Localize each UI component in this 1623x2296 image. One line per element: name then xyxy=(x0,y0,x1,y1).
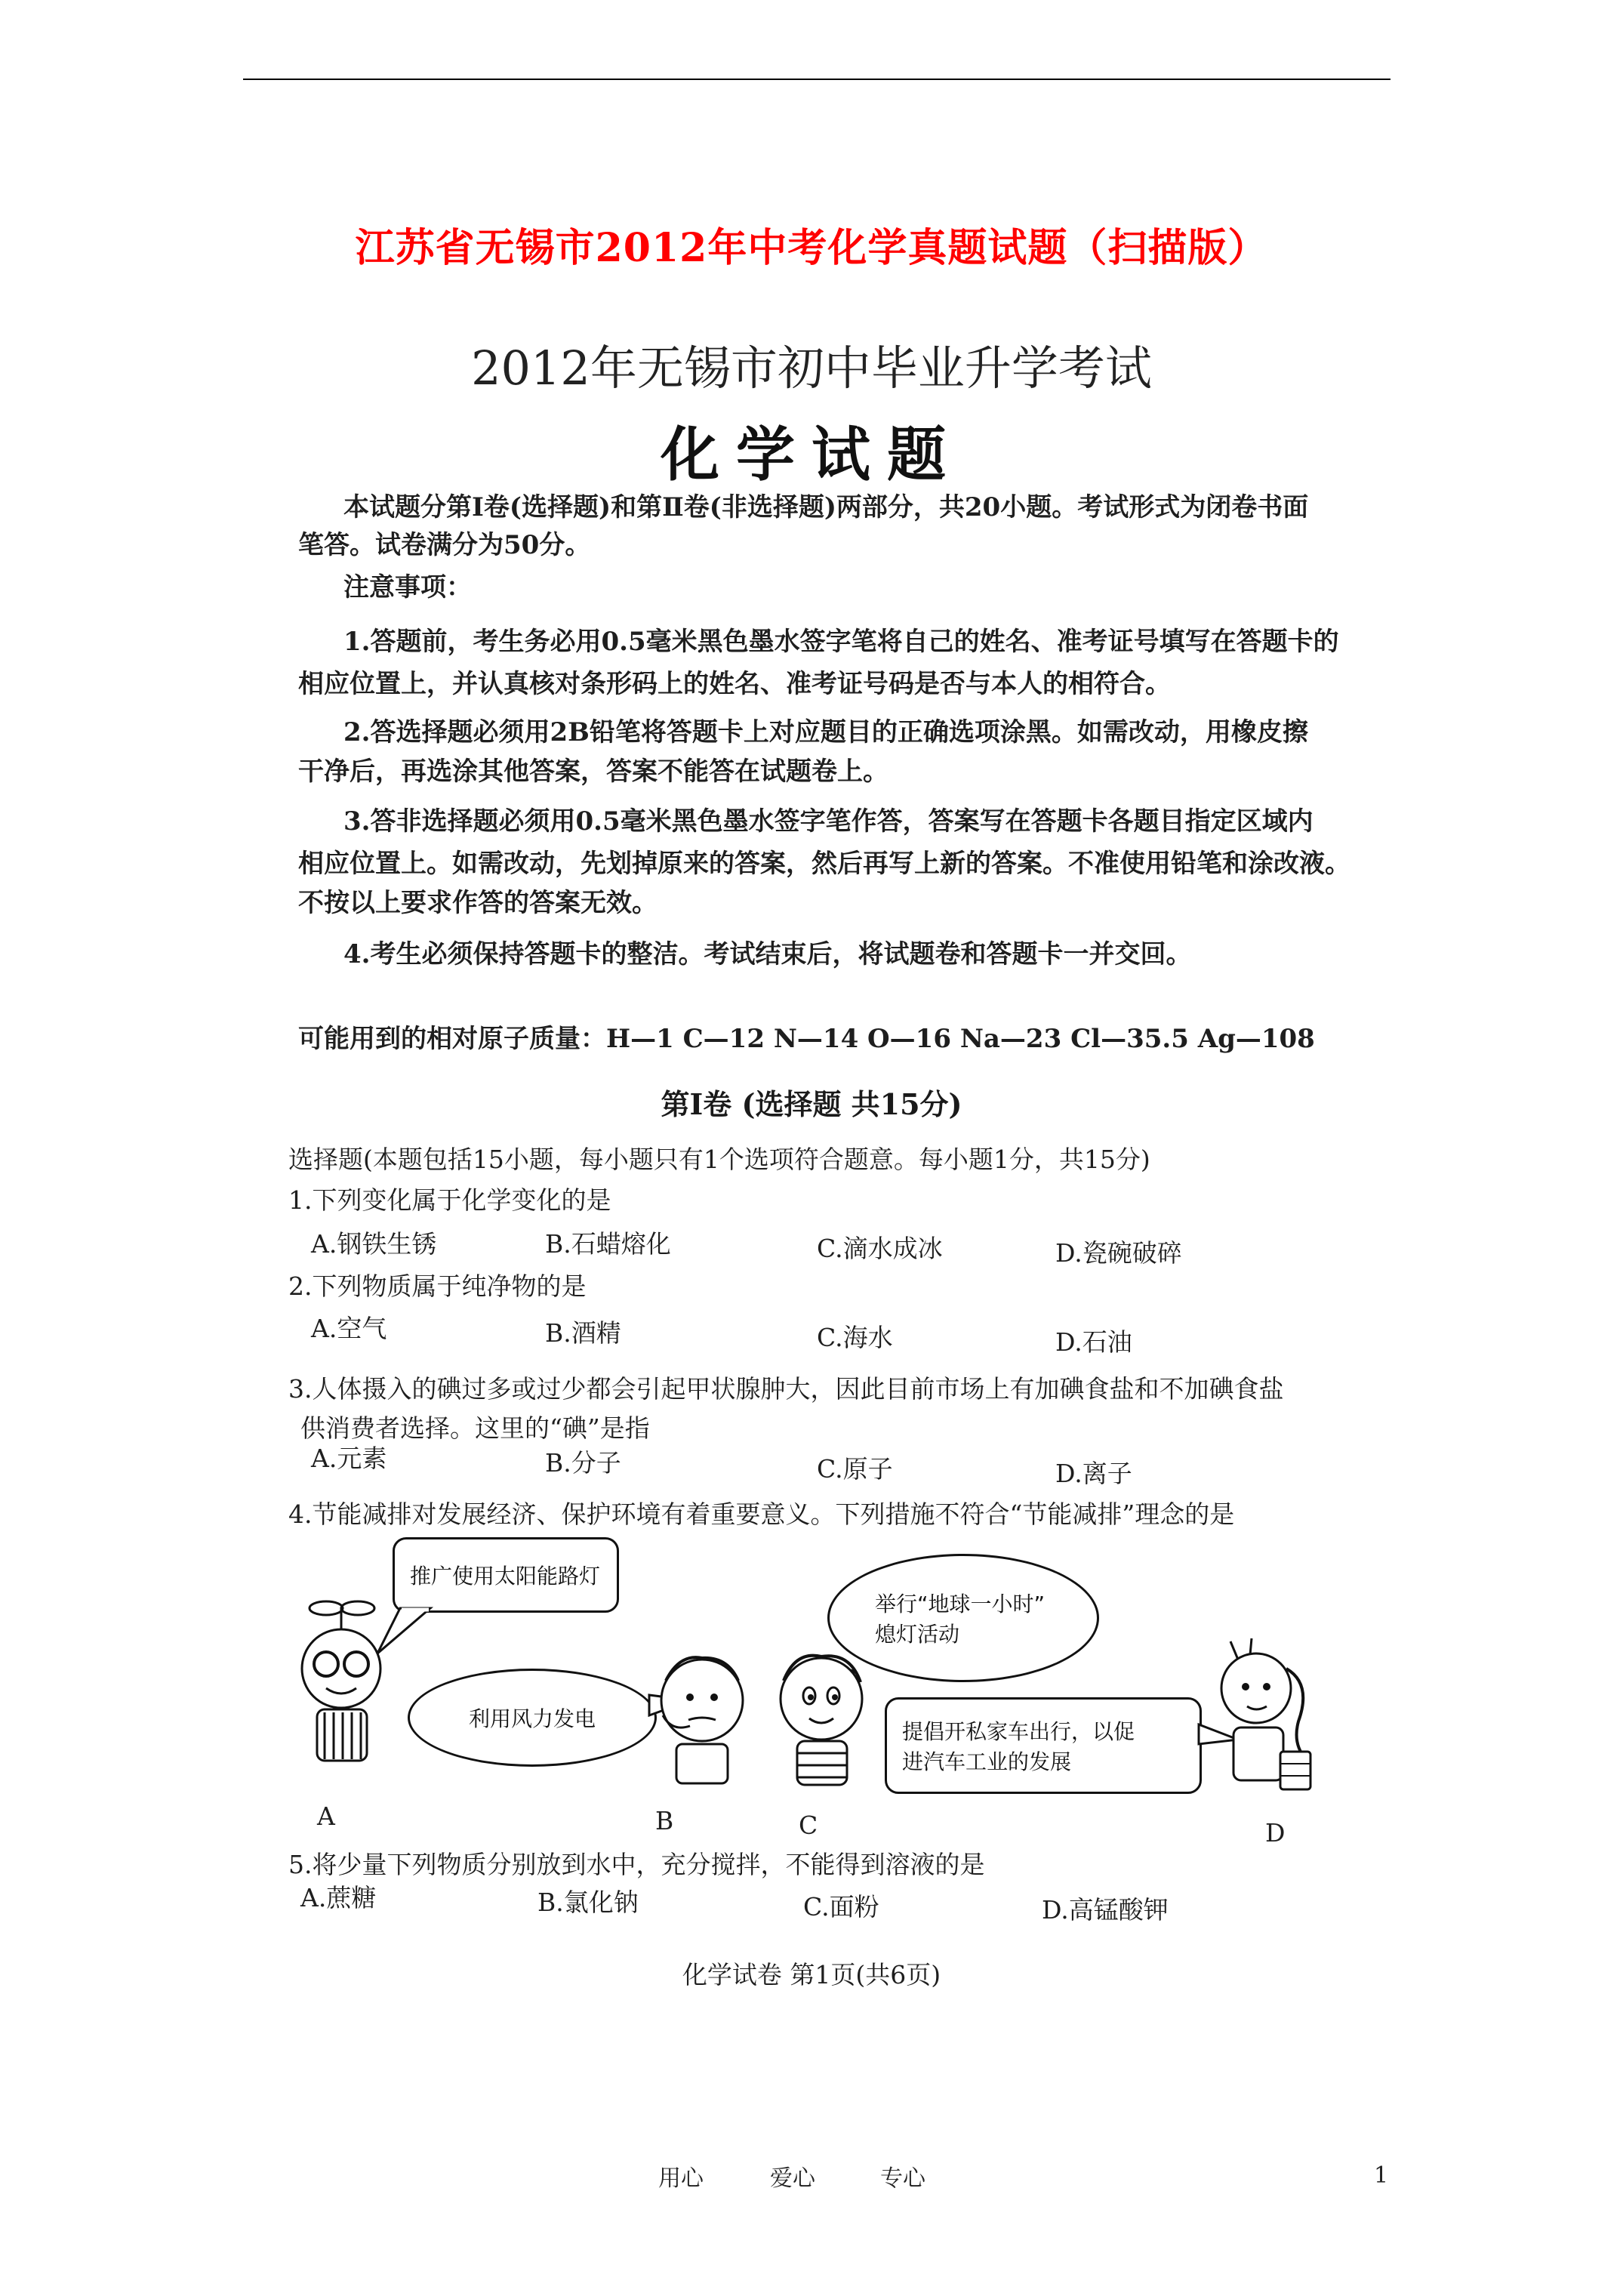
atomic-mass-list: 可能用到的相对原子质量：H—1 C—12 N—14 O—16 Na—23 Cl—35.5 Ag—108 xyxy=(298,1024,1315,1054)
bubble-b xyxy=(408,1669,657,1767)
question-2-option-a: A.空气 xyxy=(311,1314,387,1343)
footer-slogan-1: 用心 xyxy=(658,2165,704,2192)
question-1-option-c: C.滴水成冰 xyxy=(817,1234,943,1263)
cartoon-character-b xyxy=(649,1643,755,1794)
question-1-stem: 1.下列变化属于化学变化的是 xyxy=(288,1185,611,1215)
exam-title: 2012年无锡市初中毕业升学考试 xyxy=(471,341,1152,396)
notice-3-line-2: 相应位置上。如需改动，先划掉原来的答案，然后再写上新的答案。不准使用铅笔和涂改液。 xyxy=(298,849,1350,879)
page-number: 1 xyxy=(1374,2162,1389,2189)
footer-slogan-2: 爱心 xyxy=(770,2165,815,2192)
cartoon-character-c xyxy=(768,1643,874,1794)
figure-label-d: D xyxy=(1265,1818,1286,1848)
question-2-option-c: C.海水 xyxy=(817,1323,893,1352)
bubble-d-text-2: 进汽车工业的发展 xyxy=(902,1749,1072,1774)
question-5-option-b: B.氯化钠 xyxy=(537,1888,639,1917)
figure-label-a: A xyxy=(317,1801,335,1831)
question-4-stem: 4.节能减排对发展经济、保护环境有着重要意义。下列措施不符合“节能减排”理念的是 xyxy=(288,1499,1235,1529)
paper-page-footer: 化学试卷 第1页(共6页) xyxy=(682,1960,941,1989)
question-3-option-a: A.元素 xyxy=(311,1444,387,1473)
subject-title: 化学试题 xyxy=(660,421,962,489)
question-3-option-b: B.分子 xyxy=(545,1448,621,1478)
question-5-stem: 5.将少量下列物质分别放到水中，充分搅拌，不能得到溶液的是 xyxy=(288,1850,985,1879)
footer-slogan-3: 专心 xyxy=(880,2165,925,2192)
bubble-d xyxy=(885,1697,1202,1794)
cartoon-character-d xyxy=(1208,1638,1321,1812)
figure-label-b: B xyxy=(655,1806,674,1835)
section-instructions: 选择题(本题包括15小题，每小题只有1个选项符合题意。每小题1分，共15分) xyxy=(288,1145,1150,1174)
notice-1-line-1: 1.答题前，考生务必用0.5毫米黑色墨水签字笔将自己的姓名、准考证号填写在答题卡的 xyxy=(343,627,1339,657)
bubble-a-text: 推广使用太阳能路灯 xyxy=(410,1564,601,1589)
section-heading: 第Ⅰ卷 (选择题 共15分) xyxy=(661,1087,962,1121)
intro-line-2: 笔答。试卷满分为50分。 xyxy=(298,530,591,560)
question-3-stem-line-2: 供消费者选择。这里的“碘”是指 xyxy=(300,1413,650,1443)
bubble-a xyxy=(393,1537,619,1613)
cartoon-character-a xyxy=(287,1599,400,1780)
bubble-d-text-1: 提倡开私家车出行，以促 xyxy=(902,1719,1135,1744)
question-3-stem-line-1: 3.人体摄入的碘过多或过少都会引起甲状腺肿大，因此目前市场上有加碘食盐和不加碘食盐 xyxy=(288,1374,1284,1404)
question-5-option-d: D.高锰酸钾 xyxy=(1042,1895,1169,1925)
question-2-stem: 2.下列物质属于纯净物的是 xyxy=(288,1271,587,1301)
notice-1-line-2: 相应位置上，并认真核对条形码上的姓名、准考证号码是否与本人的相符合。 xyxy=(298,669,1171,699)
notice-3-line-3: 不按以上要求作答的答案无效。 xyxy=(298,888,658,918)
question-1-option-d: D.瓷碗破碎 xyxy=(1055,1238,1182,1268)
question-1-option-b: B.石蜡熔化 xyxy=(545,1229,671,1259)
notice-3-line-1: 3.答非选择题必须用0.5毫米黑色墨水签字笔作答，答案写在答题卡各题目指定区域内 xyxy=(343,806,1313,837)
question-1-option-a: A.钢铁生锈 xyxy=(311,1229,437,1259)
question-2-option-b: B.酒精 xyxy=(545,1318,621,1348)
document-title: 江苏省无锡市2012年中考化学真题试题（扫描版） xyxy=(355,225,1268,271)
question-2-option-d: D.石油 xyxy=(1055,1327,1132,1357)
notice-heading: 注意事项： xyxy=(343,572,472,603)
header-rule xyxy=(243,79,1390,80)
bubble-c-text-2: 熄灯活动 xyxy=(875,1622,960,1647)
bubble-c-text-1: 举行“地球一小时” xyxy=(875,1592,1046,1616)
question-5-option-c: C.面粉 xyxy=(803,1892,879,1922)
notice-2-line-1: 2.答选择题必须用2B铅笔将答题卡上对应题目的正确选项涂黑。如需改动，用橡皮擦 xyxy=(343,717,1308,747)
question-3-option-d: D.离子 xyxy=(1055,1459,1132,1488)
question-5-option-a: A.蔗糖 xyxy=(300,1883,377,1912)
figure-label-c: C xyxy=(799,1811,818,1840)
question-3-option-c: C.原子 xyxy=(817,1454,893,1484)
notice-4-line-1: 4.考生必须保持答题卡的整洁。考试结束后，将试题卷和答题卡一并交回。 xyxy=(343,939,1192,969)
notice-2-line-2: 干净后，再选涂其他答案，答案不能答在试题卷上。 xyxy=(298,757,888,787)
bubble-b-text: 利用风力发电 xyxy=(468,1706,596,1731)
intro-line-1: 本试题分第Ⅰ卷(选择题)和第Ⅱ卷(非选择题)两部分，共20小题。考试形式为闭卷书面 xyxy=(343,492,1309,522)
